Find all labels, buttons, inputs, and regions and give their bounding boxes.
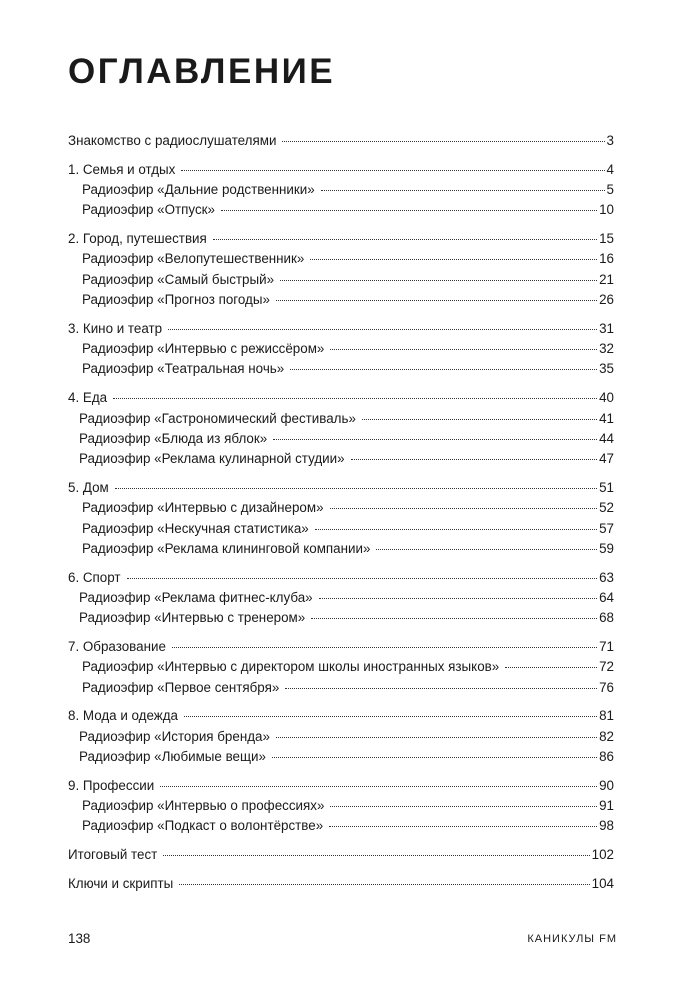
toc-entry-title: Радиоэфир «Подкаст о волонтёрстве» xyxy=(82,818,324,834)
dot-leader xyxy=(330,806,597,807)
toc-entry-title: 6. Спорт xyxy=(68,569,121,585)
toc-entry-title: Ключи и скрипты xyxy=(68,876,174,891)
dot-leader xyxy=(172,647,597,648)
toc-page-number: 63 xyxy=(599,569,614,585)
dot-leader xyxy=(311,618,597,619)
toc-page-number: 104 xyxy=(591,876,614,891)
toc-entry-title: Радиоэфир «Интервью с дизайнером» xyxy=(82,500,324,516)
toc-page-number: 40 xyxy=(599,390,614,406)
dot-leader xyxy=(181,170,604,171)
toc-subentry[interactable] xyxy=(68,519,614,539)
toc-page-number: 15 xyxy=(599,231,614,247)
page-number: 138 xyxy=(68,931,91,946)
toc-entry-title: Радиоэфир «Первое сентября» xyxy=(82,679,280,695)
toc-page-number: 81 xyxy=(599,708,614,724)
toc-entry-title: Радиоэфир «Интервью с тренером» xyxy=(79,610,306,626)
toc-entry-title: Радиоэфир «Реклама клининговой компании» xyxy=(82,540,371,556)
dot-leader xyxy=(330,508,598,509)
toc-page-number: 98 xyxy=(599,818,614,834)
dot-leader xyxy=(213,239,597,240)
toc-page-number: 31 xyxy=(599,320,614,336)
toc-entry-title: 9. Профессии xyxy=(68,777,155,793)
toc-page-number: 72 xyxy=(599,659,614,675)
toc-page-number: 71 xyxy=(599,639,614,655)
toc-subentry[interactable] xyxy=(68,339,614,359)
dot-leader xyxy=(310,259,597,260)
toc-entry-title: 2. Город, путешествия xyxy=(68,231,207,247)
toc-page-number: 91 xyxy=(599,798,614,814)
toc-chapter-entry[interactable] xyxy=(68,319,614,339)
toc-entry-title: Радиоэфир «Любимые вещи» xyxy=(79,749,266,765)
toc-subentry[interactable] xyxy=(68,359,614,379)
toc-entry-title: 7. Образование xyxy=(68,639,166,655)
dot-leader xyxy=(351,459,598,460)
toc-page-number: 86 xyxy=(599,749,614,765)
dot-leader xyxy=(163,855,589,856)
toc-chapter-entry[interactable] xyxy=(68,845,614,865)
toc-entry-title: Знакомство с радиослушателями xyxy=(68,133,277,148)
toc-entry-title: 3. Кино и театр xyxy=(68,320,163,336)
toc-entry-title: Радиоэфир «Гастрономический фестиваль» xyxy=(79,410,356,426)
dot-leader xyxy=(315,529,597,530)
toc-subentry[interactable] xyxy=(68,409,614,429)
dot-leader xyxy=(362,419,597,420)
toc-chapter-entry[interactable] xyxy=(68,706,614,726)
toc-entry-title: 5. Дом xyxy=(68,479,109,495)
toc-subentry[interactable] xyxy=(68,200,614,220)
toc-entry-title: Радиоэфир «Интервью с режиссёром» xyxy=(82,341,325,357)
toc-entry-title: Радиоэфир «Интервью с директором школы иностранных языков» xyxy=(82,659,500,675)
toc-page-number: 59 xyxy=(599,540,614,556)
toc-entry-title: 1. Семья и отдых xyxy=(68,161,176,177)
toc-entry-title: Итоговый тест xyxy=(68,847,158,863)
toc-page-number: 16 xyxy=(599,251,614,267)
toc-subentry[interactable] xyxy=(68,449,614,469)
toc-page-number: 5 xyxy=(606,182,614,198)
toc-subentry[interactable] xyxy=(68,747,614,767)
toc-page-number: 26 xyxy=(599,292,614,308)
dot-leader xyxy=(273,439,597,440)
dot-leader xyxy=(168,329,597,330)
dot-leader xyxy=(276,737,597,738)
dot-leader xyxy=(160,786,597,787)
toc-chapter-entry[interactable] xyxy=(68,776,614,796)
toc-page-number: 57 xyxy=(599,520,614,536)
dot-leader xyxy=(272,757,597,758)
dot-leader xyxy=(319,598,597,599)
toc-entry-title: 8. Мода и одежда xyxy=(68,708,179,724)
toc-page-number: 82 xyxy=(599,728,614,744)
toc-page-number: 47 xyxy=(599,451,614,467)
toc-chapter-entry[interactable] xyxy=(68,568,614,588)
dot-leader xyxy=(280,280,597,281)
toc-chapter-entry[interactable] xyxy=(68,637,614,657)
toc-entry-title: Радиоэфир «История бренда» xyxy=(79,728,270,744)
toc-chapter-entry[interactable] xyxy=(68,160,614,180)
dot-leader xyxy=(329,826,597,827)
toc-page-number: 76 xyxy=(599,679,614,695)
toc-entry-title: Радиоэфир «Реклама фитнес-клуба» xyxy=(79,589,313,605)
toc-subentry[interactable] xyxy=(68,249,614,269)
toc-subentry[interactable] xyxy=(68,657,614,677)
toc-page-number: 64 xyxy=(599,589,614,605)
dot-leader xyxy=(290,369,597,370)
dot-leader xyxy=(184,716,597,717)
dot-leader xyxy=(282,141,604,142)
dot-leader xyxy=(285,688,597,689)
toc-chapter-entry[interactable] xyxy=(68,388,614,408)
toc-chapter-entry[interactable] xyxy=(68,131,614,151)
table-of-contents xyxy=(68,131,614,894)
dot-leader xyxy=(115,488,597,489)
toc-entry-title: Радиоэфир «Дальние родственники» xyxy=(82,182,315,198)
toc-page-number: 44 xyxy=(599,430,614,446)
toc-subentry[interactable] xyxy=(68,429,614,449)
toc-page-number: 102 xyxy=(591,847,614,863)
toc-subentry[interactable] xyxy=(68,498,614,518)
toc-subentry[interactable] xyxy=(68,588,614,608)
toc-subentry[interactable] xyxy=(68,727,614,747)
toc-page-number: 52 xyxy=(599,500,614,516)
dot-leader xyxy=(113,398,597,399)
toc-entry-title: Радиоэфир «Нескучная статистика» xyxy=(82,520,309,536)
toc-entry-title: 4. Еда xyxy=(68,390,108,406)
toc-entry-title: Радиоэфир «Интервью о профессиях» xyxy=(82,798,325,814)
running-footer-brand: КАНИКУЛЫ FM xyxy=(527,933,617,945)
toc-page-number: 3 xyxy=(606,133,614,148)
toc-entry-title: Радиоэфир «Реклама кулинарной студии» xyxy=(79,451,345,467)
toc-subentry[interactable] xyxy=(68,816,614,836)
toc-page-number: 41 xyxy=(599,410,614,426)
dot-leader xyxy=(330,349,597,350)
dot-leader xyxy=(376,549,597,550)
toc-page-number: 51 xyxy=(599,479,614,495)
toc-subentry[interactable] xyxy=(68,539,614,559)
dot-leader xyxy=(276,300,597,301)
toc-page-number: 4 xyxy=(606,161,614,177)
toc-subentry[interactable] xyxy=(68,796,614,816)
toc-subentry[interactable] xyxy=(68,608,614,628)
dot-leader xyxy=(321,190,605,191)
toc-subentry[interactable] xyxy=(68,270,614,290)
toc-page-number: 32 xyxy=(599,341,614,357)
toc-subentry[interactable] xyxy=(68,678,614,698)
toc-chapter-entry[interactable] xyxy=(68,874,614,894)
toc-entry-title: Радиоэфир «Блюда из яблок» xyxy=(79,430,268,446)
toc-page-number: 10 xyxy=(599,202,614,218)
toc-page-number: 90 xyxy=(599,777,614,793)
toc-page-number: 68 xyxy=(599,610,614,626)
toc-subentry[interactable] xyxy=(68,180,614,200)
toc-entry-title: Радиоэфир «Отпуск» xyxy=(82,202,215,218)
toc-entry-title: Радиоэфир «Театральная ночь» xyxy=(82,361,285,377)
toc-chapter-entry[interactable] xyxy=(68,478,614,498)
toc-page-number: 35 xyxy=(599,361,614,377)
page-title: ОГЛАВЛЕНИЕ xyxy=(68,52,336,91)
toc-entry-title: Радиоэфир «Самый быстрый» xyxy=(82,271,275,287)
dot-leader xyxy=(127,578,598,579)
toc-entry-title: Радиоэфир «Велопутешественник» xyxy=(82,251,305,267)
toc-entry-title: Радиоэфир «Прогноз погоды» xyxy=(82,292,270,308)
dot-leader xyxy=(179,884,589,885)
dot-leader xyxy=(221,210,597,211)
dot-leader xyxy=(505,667,597,668)
toc-chapter-entry[interactable] xyxy=(68,229,614,249)
toc-page-number: 21 xyxy=(599,271,614,287)
toc-subentry[interactable] xyxy=(68,290,614,310)
